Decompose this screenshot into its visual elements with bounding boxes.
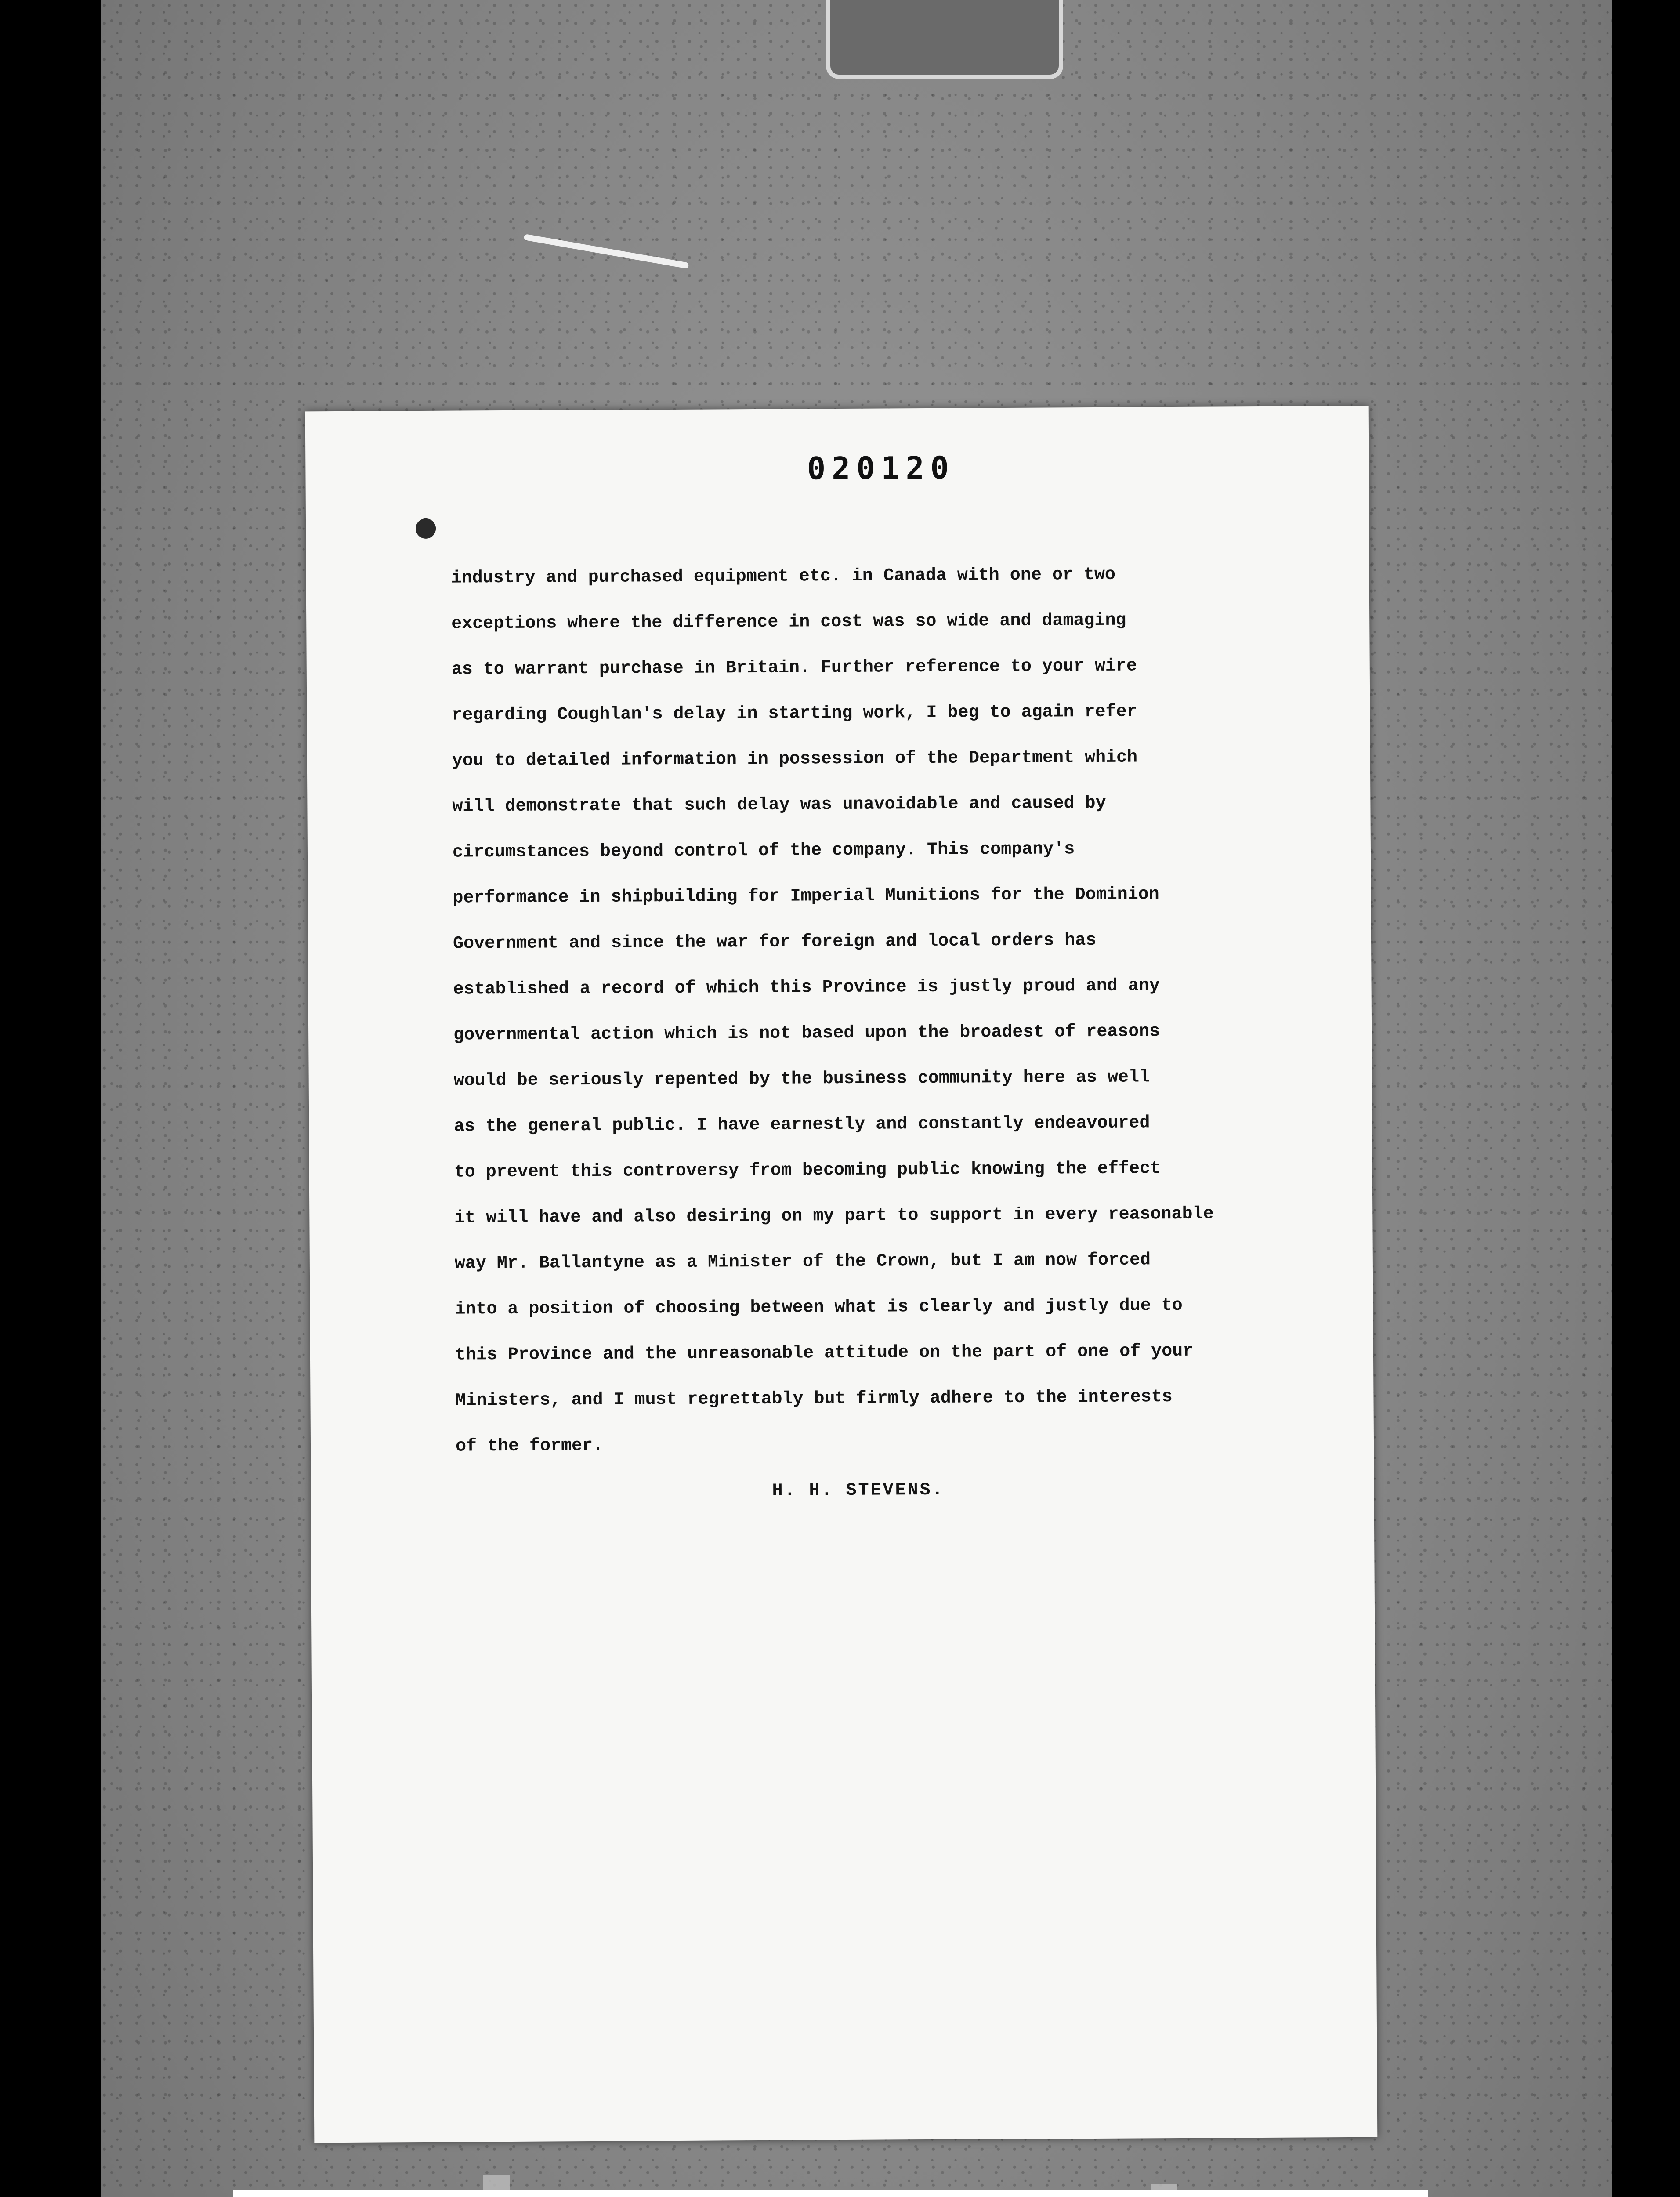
text-line: governmental action which is not based upon the broadest of reasons <box>453 1022 1160 1045</box>
text-line: will demonstrate that such delay was unavoidable and caused by <box>452 793 1106 817</box>
text-line: it will have and also desiring on my part to support in every reasonable <box>454 1204 1214 1228</box>
text-line: regarding Coughlan's delay in starting work, I beg to again refer <box>452 702 1137 725</box>
text-line: into a position of choosing between what is clearly and justly due to <box>455 1295 1183 1320</box>
binder-clip <box>826 0 1063 79</box>
page-number: 020120 <box>807 450 956 487</box>
text-line: established a record of which this Province is justly proud and any <box>453 976 1160 1000</box>
text-line: Government and since the war for foreign and local orders has <box>453 930 1097 954</box>
text-line: you to detailed information in possession of the Department which <box>452 747 1138 771</box>
text-line: performance in shipbuilding for Imperial Munitions for the Dominion <box>453 885 1159 908</box>
text-line: exceptions where the difference in cost was so wide and damaging <box>451 610 1126 634</box>
text-line: to prevent this controversy from becoming public knowing the effect <box>454 1159 1161 1182</box>
text-line: would be seriously repented by the business community here as well <box>453 1067 1150 1091</box>
text-line: as to warrant purchase in Britain. Further reference to your wire <box>451 656 1137 680</box>
signature: H. H. STEVENS. <box>772 1480 945 1501</box>
text-line: way Mr. Ballantyne as a Minister of the Crown, but I am now forced <box>454 1250 1151 1274</box>
text-line: circumstances beyond control of the company. This company's <box>452 839 1075 863</box>
document-page <box>305 406 1378 2143</box>
archive-label-card <box>233 2190 1428 2197</box>
text-line: this Province and the unreasonable attitude on the part of one of your <box>455 1341 1194 1365</box>
letter-body <box>451 551 1282 1470</box>
text-line: as the general public. I have earnestly and constantly endeavoured <box>454 1113 1150 1137</box>
text-line: of the former. <box>455 1436 604 1457</box>
text-line: Ministers, and I must regrettably but firmly adhere to the interests <box>455 1387 1173 1411</box>
punch-hole <box>416 518 436 539</box>
text-line: industry and purchased equipment etc. in Canada with one or two <box>451 565 1116 588</box>
